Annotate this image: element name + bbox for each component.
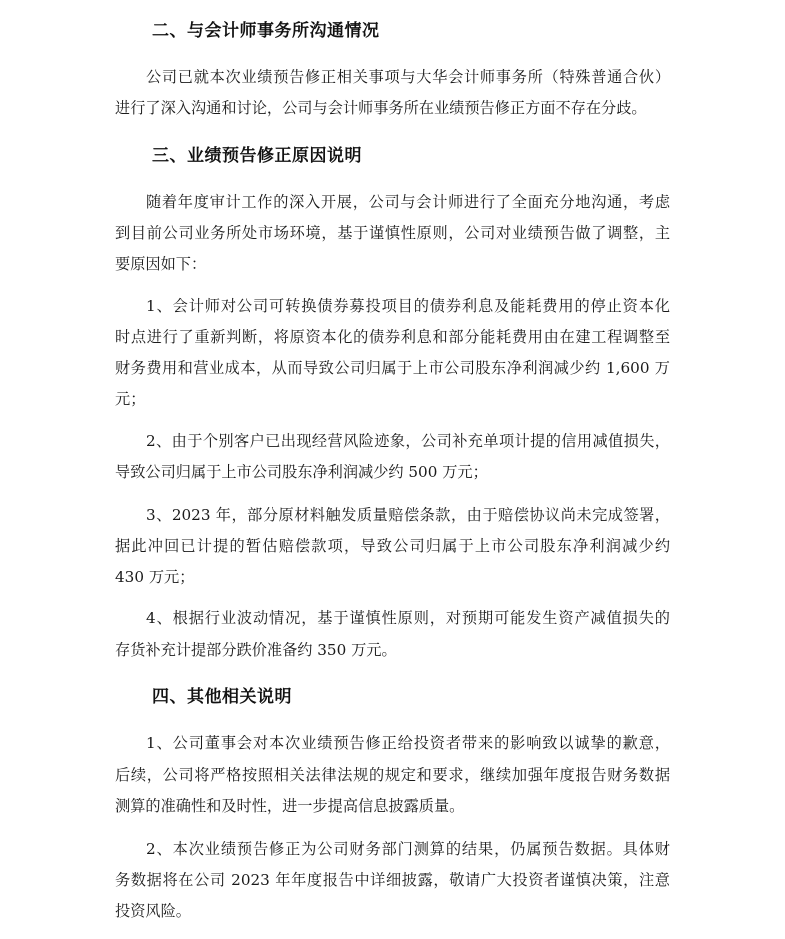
list-item-2-line: 2、由于个别客户已出现经营风险迹象，公司补充单项计提的信用减值损失， bbox=[146, 432, 670, 450]
list-item-1-line: 元； bbox=[115, 390, 146, 408]
list-item-1-line: 1、会计师对公司可转换债券募投项目的债券利息及能耗费用的停止资本化 bbox=[146, 297, 670, 315]
note-2-line: 2、本次业绩预告修正为公司财务部门测算的结果，仍属预告数据。具体财 bbox=[146, 840, 670, 858]
section-heading-auditor-communication: 二、与会计师事务所沟通情况 bbox=[152, 21, 380, 41]
list-item-1-line: 财务费用和营业成本，从而导致公司归属于上市公司股东净利润减少约 1,600 万 bbox=[115, 359, 670, 377]
note-1-line: 测算的准确性和及时性，进一步提高信息披露质量。 bbox=[115, 797, 465, 815]
list-item-2-line: 导致公司归属于上市公司股东净利润减少约 500 万元； bbox=[115, 463, 488, 481]
list-item-4-line: 4、根据行业波动情况，基于谨慎性原则，对预期可能发生资产减值损失的 bbox=[146, 609, 670, 627]
list-item-3-line: 3、2023 年，部分原材料触发质量赔偿条款，由于赔偿协议尚未完成签署， bbox=[146, 506, 670, 524]
note-1-line: 后续，公司将严格按照相关法律法规的规定和要求，继续加强年度报告财务数据 bbox=[115, 766, 670, 784]
paragraph-line: 公司已就本次业绩预告修正相关事项与大华会计师事务所（特殊普通合伙） bbox=[146, 68, 670, 86]
paragraph-line: 到目前公司业务所处市场环境，基于谨慎性原则，公司对业绩预告做了调整，主 bbox=[115, 224, 670, 242]
paragraph-line: 随着年度审计工作的深入开展，公司与会计师进行了全面充分地沟通，考虑 bbox=[146, 193, 670, 211]
note-1-line: 1、公司董事会对本次业绩预告修正给投资者带来的影响致以诚挚的歉意， bbox=[146, 734, 670, 752]
list-item-1-line: 时点进行了重新判断，将原资本化的债券利息和部分能耗费用由在建工程调整至 bbox=[115, 328, 670, 346]
list-item-3-line: 据此冲回已计提的暂估赔偿款项，导致公司归属于上市公司股东净利润减少约 bbox=[115, 537, 670, 555]
note-2-line: 投资风险。 bbox=[115, 902, 191, 920]
list-item-4-line: 存货补充计提部分跌价准备约 350 万元。 bbox=[115, 641, 397, 659]
list-item-3-line: 430 万元； bbox=[115, 568, 195, 586]
section-heading-revision-reasons: 三、业绩预告修正原因说明 bbox=[152, 146, 362, 166]
note-2-line: 务数据将在公司 2023 年年度报告中详细披露，敬请广大投资者谨慎决策，注意 bbox=[115, 871, 670, 889]
section-heading-other-notes: 四、其他相关说明 bbox=[152, 687, 292, 707]
paragraph-line: 进行了深入沟通和讨论，公司与会计师事务所在业绩预告修正方面不存在分歧。 bbox=[115, 99, 647, 117]
paragraph-line: 要原因如下： bbox=[115, 255, 207, 273]
